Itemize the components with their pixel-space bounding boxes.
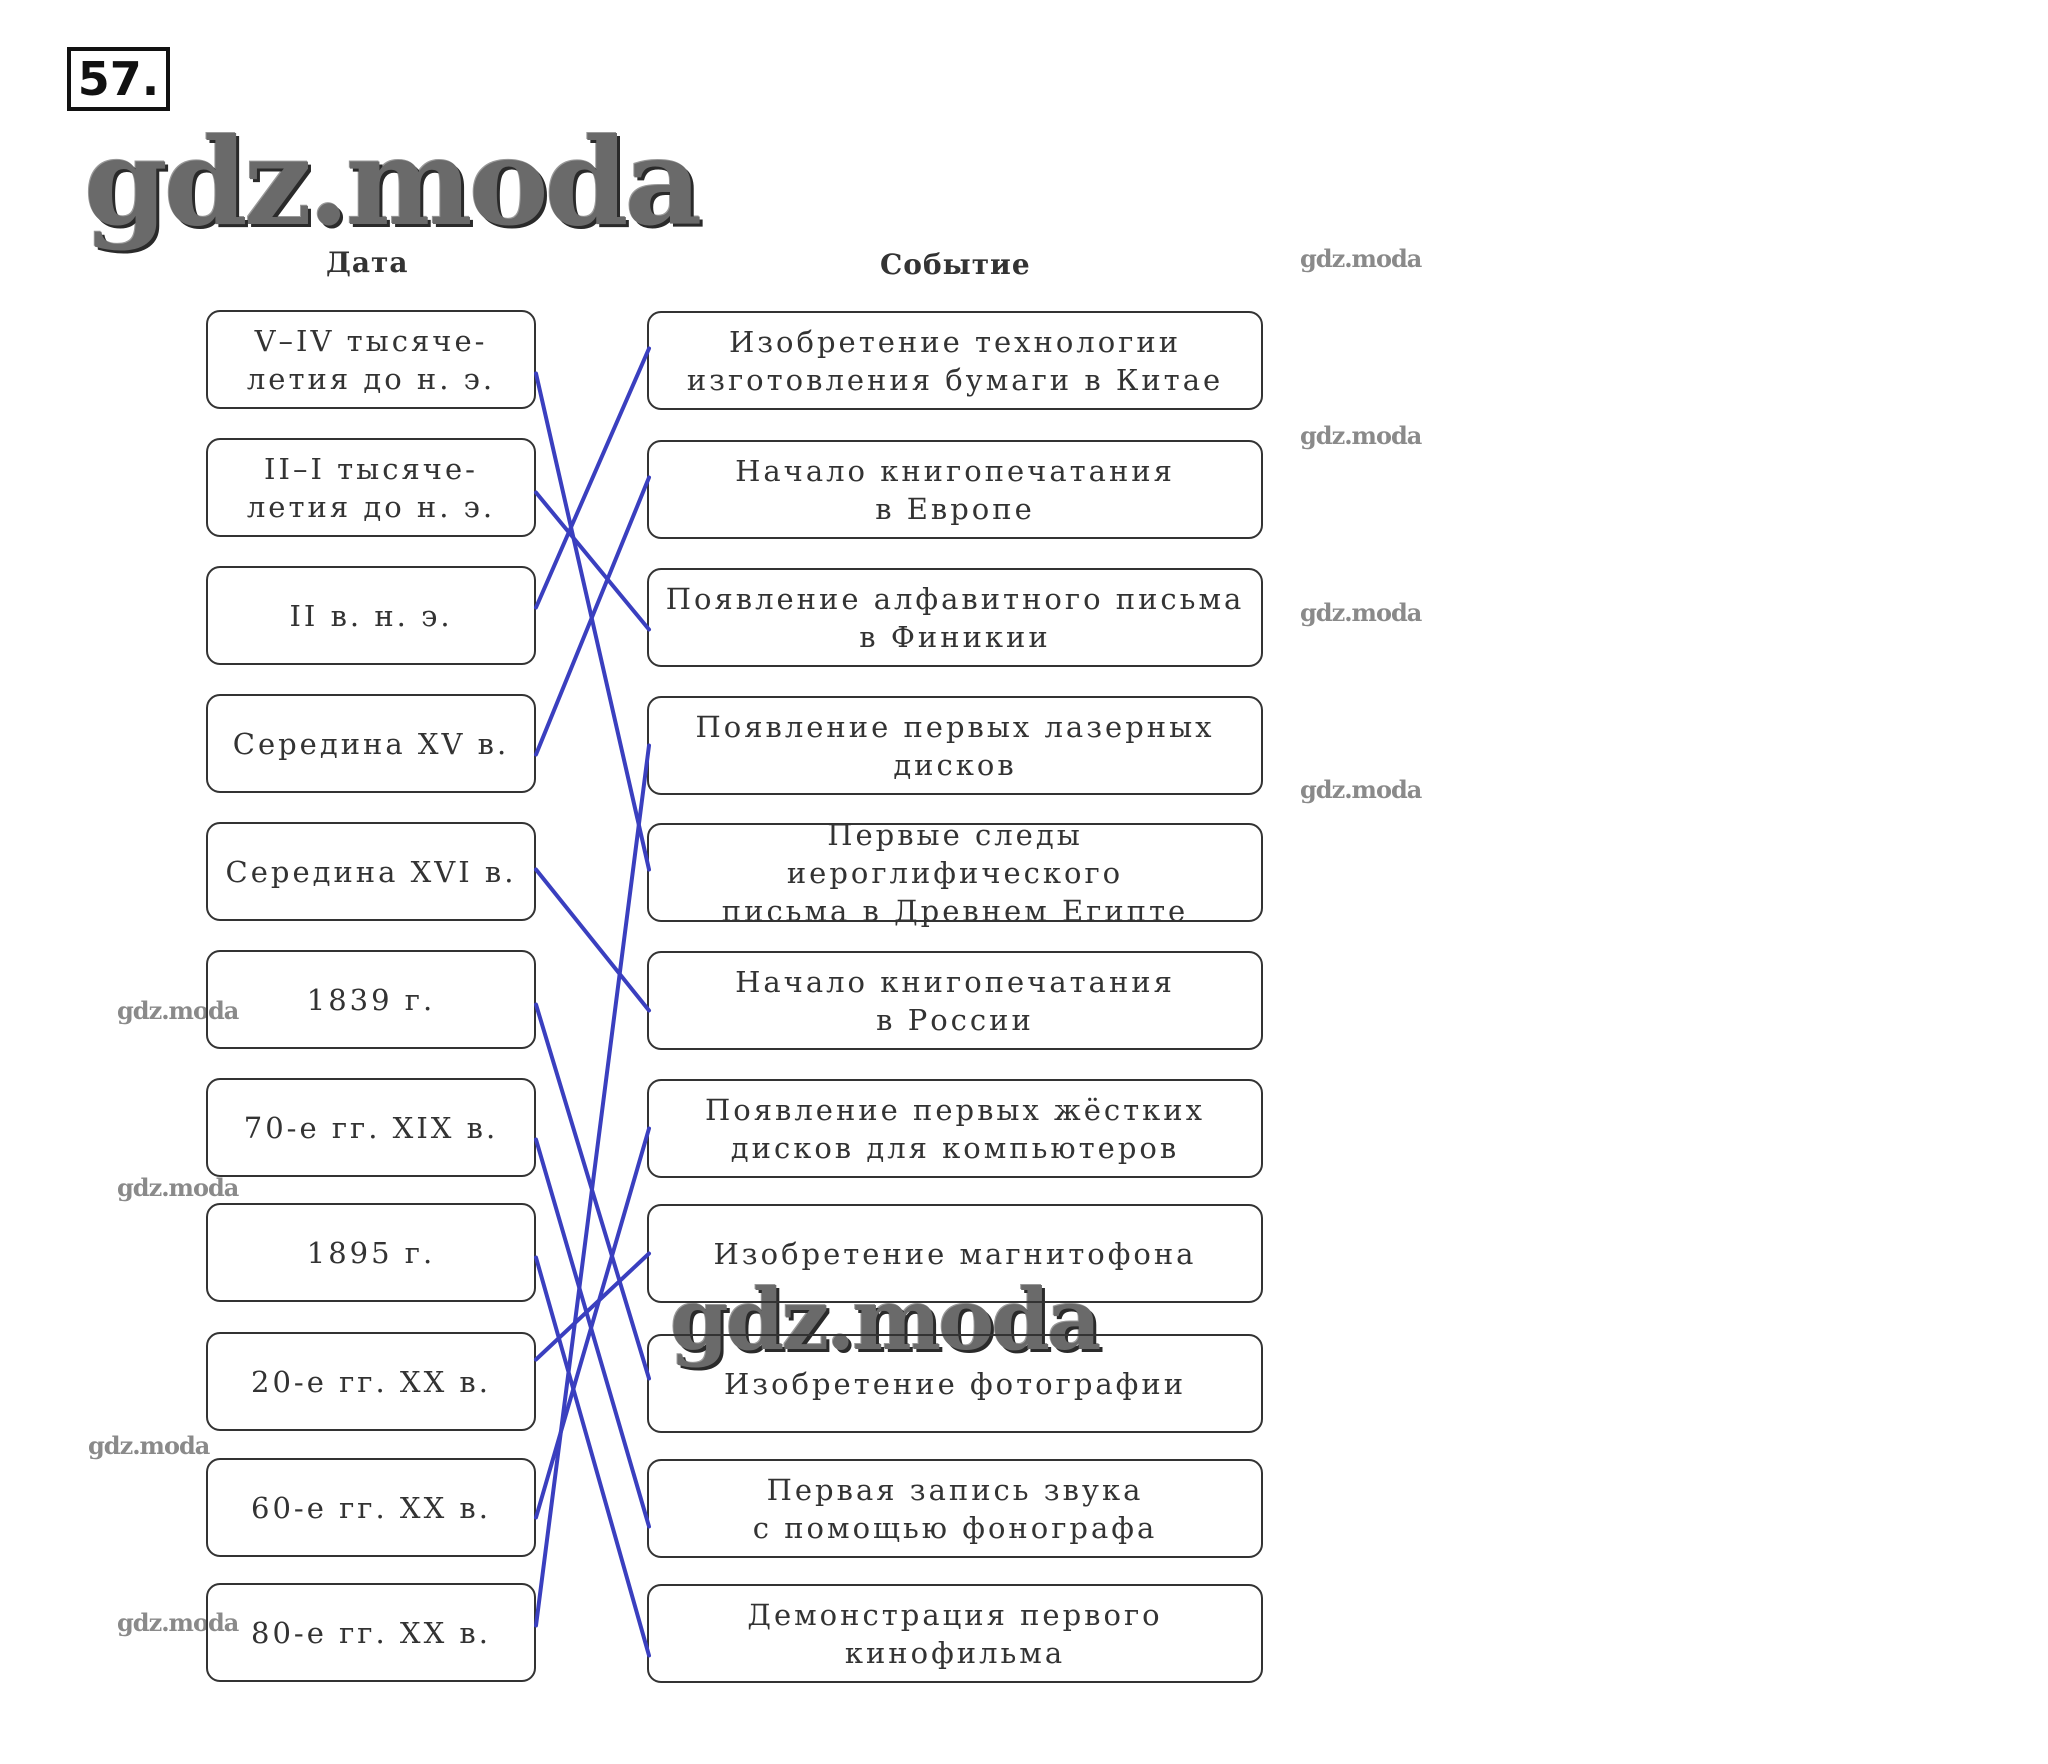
match-line xyxy=(536,374,649,870)
event-box[interactable] xyxy=(647,311,1263,410)
event-label: Первая запись звука с помощью фонографа xyxy=(752,1472,1158,1545)
date-label: Середина XVI в. xyxy=(225,854,517,889)
date-label: Середина XV в. xyxy=(232,726,510,761)
date-box[interactable] xyxy=(206,1332,536,1431)
date-box[interactable] xyxy=(206,566,536,665)
event-box[interactable] xyxy=(647,951,1263,1050)
date-label: 1839 г. xyxy=(306,982,436,1017)
match-line xyxy=(536,746,649,1626)
watermark-small: gdz.moda xyxy=(1300,775,1422,804)
date-box[interactable] xyxy=(206,1458,536,1557)
event-box[interactable] xyxy=(647,440,1263,539)
event-box[interactable] xyxy=(647,1584,1263,1683)
match-line xyxy=(536,1254,649,1360)
event-box[interactable] xyxy=(647,1204,1263,1303)
event-box[interactable] xyxy=(647,1079,1263,1178)
match-line xyxy=(536,493,649,630)
event-label: Изобретение технологии изготовления бумаги в Китае xyxy=(686,324,1224,397)
event-box[interactable] xyxy=(647,1334,1263,1433)
watermark-small: gdz.moda xyxy=(1300,244,1422,273)
event-label: Демонстрация первого кинофильма xyxy=(747,1597,1163,1670)
date-label: 70-е гг. XIX в. xyxy=(243,1110,499,1145)
date-box[interactable] xyxy=(206,1078,536,1177)
event-box[interactable] xyxy=(647,568,1263,667)
event-label: Изобретение фотографии xyxy=(723,1366,1187,1401)
date-box[interactable] xyxy=(206,694,536,793)
match-line xyxy=(536,1258,649,1656)
watermark-small: gdz.moda xyxy=(117,1608,239,1637)
event-label: Начало книгопечатания в Европе xyxy=(735,453,1175,526)
date-label: II в. н. э. xyxy=(289,598,453,633)
event-box[interactable] xyxy=(647,1459,1263,1558)
match-line xyxy=(536,1140,649,1527)
date-label: 80-е гг. XX в. xyxy=(251,1615,491,1650)
match-line xyxy=(536,1005,649,1379)
match-line xyxy=(536,1129,649,1518)
event-column-header: Событие xyxy=(880,248,1031,281)
event-box[interactable] xyxy=(647,696,1263,795)
event-box[interactable] xyxy=(647,817,1263,928)
date-box[interactable] xyxy=(206,822,536,921)
date-label: II–I тысяче- летия до н. э. xyxy=(246,451,496,524)
event-label: Первые следы иероглифического письма в Древнем Египте xyxy=(721,817,1189,928)
watermark-small: gdz.moda xyxy=(1300,598,1422,627)
date-label: 20-е гг. XX в. xyxy=(251,1364,491,1399)
watermark-large-top: gdz.moda xyxy=(84,112,699,253)
watermark-small: gdz.moda xyxy=(1300,421,1422,450)
watermark-small: gdz.moda xyxy=(117,996,239,1025)
event-label: Изобретение магнитофона xyxy=(713,1236,1197,1271)
event-label: Появление алфавитного письма в Финикии xyxy=(665,581,1245,654)
event-label: Появление первых жёстких дисков для компьютеров xyxy=(705,1092,1205,1165)
match-line xyxy=(536,349,649,608)
date-box[interactable] xyxy=(206,1583,536,1682)
date-box[interactable] xyxy=(206,950,536,1049)
watermark-small: gdz.moda xyxy=(88,1431,210,1460)
date-box[interactable] xyxy=(206,1203,536,1302)
date-box[interactable] xyxy=(206,438,536,537)
date-label: V–IV тысяче- летия до н. э. xyxy=(246,323,496,396)
date-box[interactable] xyxy=(206,310,536,409)
watermark-large-middle: gdz.moda xyxy=(670,1270,1099,1369)
match-line xyxy=(536,870,649,1011)
date-label: 60-е гг. XX в. xyxy=(251,1490,491,1525)
event-label: Появление первых лазерных дисков xyxy=(695,709,1215,782)
watermark-small: gdz.moda xyxy=(117,1173,239,1202)
exercise-number: 57. xyxy=(67,47,170,111)
event-label: Начало книгопечатания в России xyxy=(735,964,1175,1037)
date-label: 1895 г. xyxy=(306,1235,436,1270)
date-column-header: Дата xyxy=(326,246,409,279)
match-line xyxy=(536,478,649,755)
